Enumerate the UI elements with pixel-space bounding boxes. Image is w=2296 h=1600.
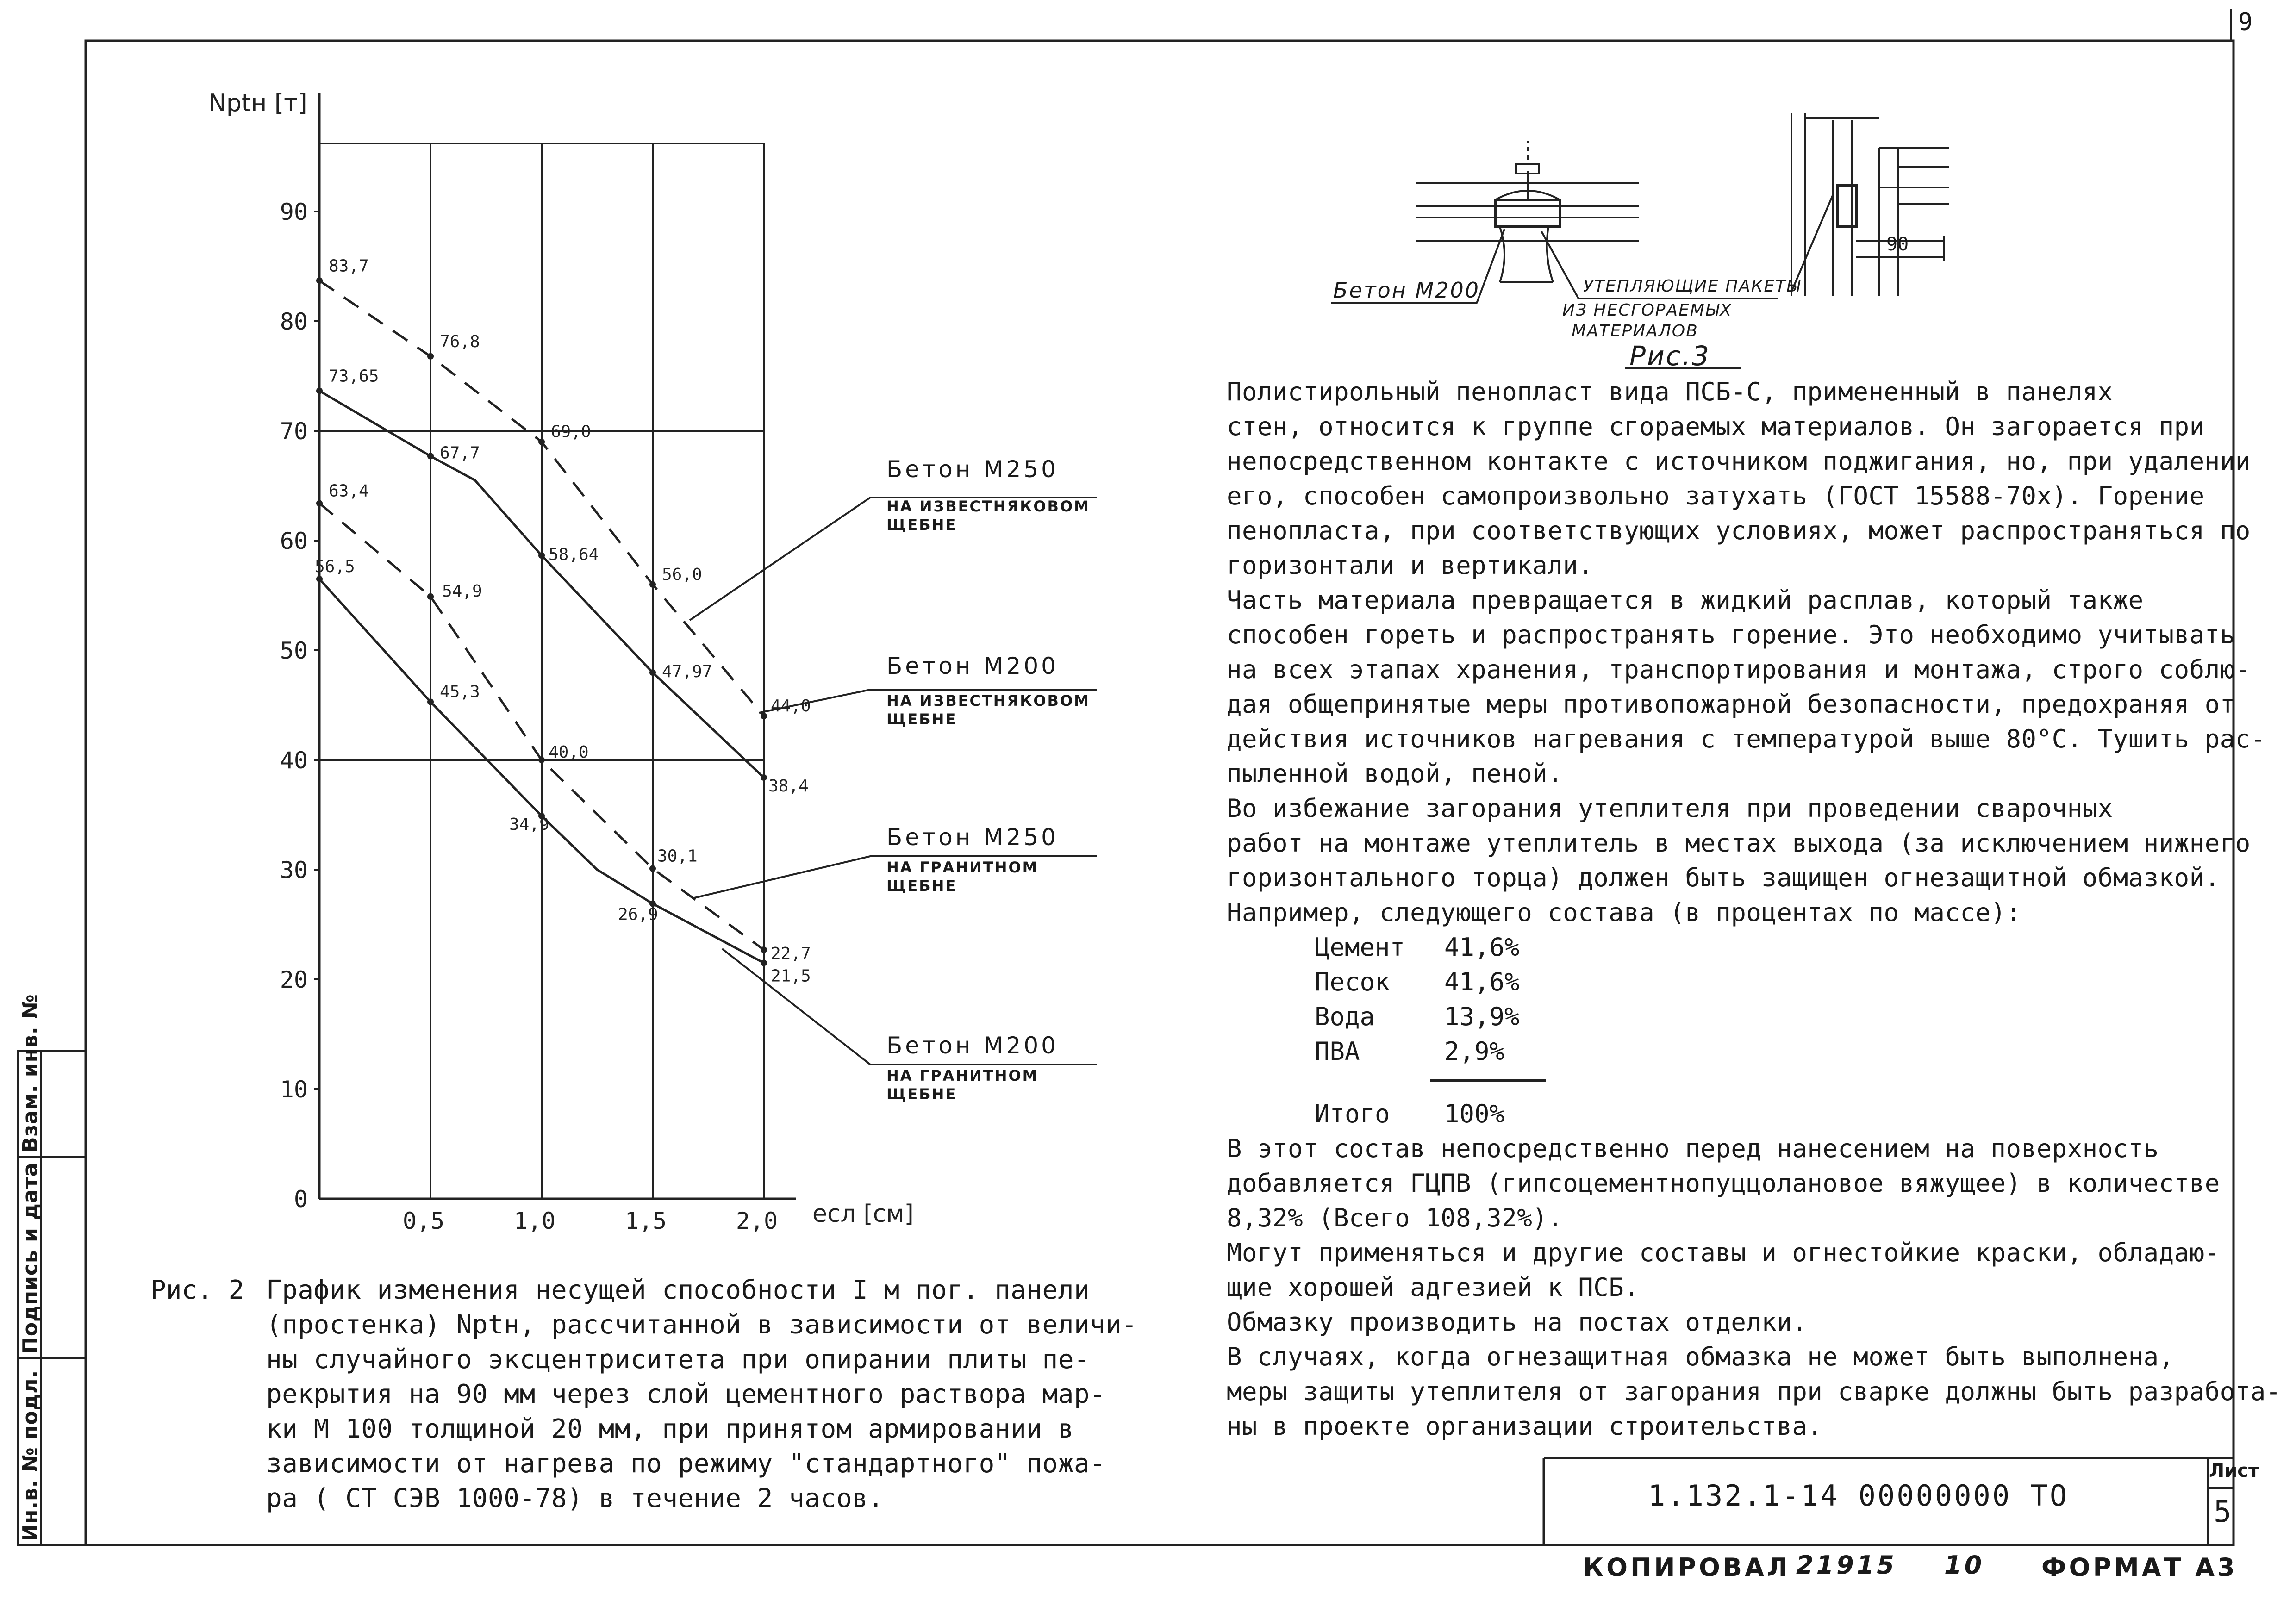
y-tick-label-10: 10 — [280, 1076, 308, 1103]
x-tick-label-3: 2,0 — [736, 1208, 778, 1234]
stamp-vzam-inv: Взам. инв. № — [19, 994, 42, 1152]
p2-line-5: действия источников нагревания с температурой выше 80°С. Тушить рас- — [1227, 724, 2266, 753]
p3-line-1: Во избежание загорания утеплителя при проведении сварочных — [1227, 794, 2113, 823]
y-tick-label-50: 50 — [280, 637, 308, 664]
fig3-insul-label-3: МАТЕРИАЛОВ — [1572, 322, 1698, 341]
x-tick-label-2: 1,5 — [624, 1208, 667, 1234]
y-tick-label-40: 40 — [280, 747, 308, 774]
fig2-label: Рис. 2 — [150, 1275, 244, 1305]
x-tick-label-0: 0,5 — [402, 1208, 445, 1234]
series-1-point-1 — [427, 453, 434, 460]
series-0-point-3 — [649, 581, 656, 588]
p3-line-4: Например, следующего состава (в процентах по массе): — [1227, 898, 2021, 927]
fig2-caption-line-2: (простенка) Nptн, рассчитанной в зависимости от величи- — [266, 1310, 1137, 1340]
p7-line-3: ны в проекте организации строительства. — [1227, 1412, 1823, 1441]
fig3-insul-label-2: ИЗ НЕСГОРАЕМЫХ — [1562, 301, 1733, 320]
series-1-point-5 — [761, 774, 767, 781]
series-3-label-1: 45,3 — [440, 682, 480, 702]
composition-name-1: Песок — [1315, 967, 1390, 996]
fig2-caption-line-7: ра ( СТ СЭВ 1000-78) в течение 2 часов. — [266, 1483, 884, 1513]
series-3-label-2: 34,9 — [509, 815, 549, 834]
series-3-point-0 — [316, 576, 323, 582]
series-1-point-4 — [649, 669, 656, 676]
fig2-caption-line-1: График изменения несущей способности I м пог. панели — [266, 1275, 1090, 1305]
series-0-label-2: 69,0 — [551, 422, 591, 442]
legend-m200-izv-title: Бетон М200 — [886, 653, 1059, 679]
composition-total-value: 100% — [1444, 1099, 1505, 1128]
legend-m200-izv-sub2: ЩЕБНЕ — [886, 710, 957, 728]
fig3-beton-label: Бетон М200 — [1333, 278, 1480, 303]
composition-value-0: 41,6% — [1444, 933, 1520, 962]
legend-m200-gran-sub2: ЩЕБНЕ — [886, 1085, 957, 1103]
y-tick-label-90: 90 — [280, 199, 308, 225]
legend-m250-gran-sub1: НА ГРАНИТНОМ — [886, 859, 1039, 876]
legend-m250-izv-sub2: ЩЕБНЕ — [886, 516, 957, 534]
composition-value-1: 41,6% — [1444, 967, 1520, 996]
series-2-point-2 — [538, 757, 545, 763]
series-0-point-0 — [316, 277, 323, 284]
p4-line-1: В этот состав непосредственно перед нанесением на поверхность — [1227, 1134, 2159, 1163]
p2-line-3: на всех этапах хранения, транспортирования и монтажа, строго соблю- — [1227, 655, 2251, 684]
fig2-caption-line-4: рекрытия на 90 мм через слой цементного раствора мар- — [266, 1379, 1106, 1409]
p5-line-1: Могут применяться и другие составы и огнестойкие краски, обладаю- — [1227, 1238, 2220, 1267]
p1-line-6: горизонтали и вертикали. — [1227, 551, 1594, 580]
y-tick-label-20: 20 — [280, 966, 308, 993]
fig3-wall-drawing — [1791, 113, 1949, 296]
legend-m200-izv-sub1: НА ИЗВЕСТНЯКОВОМ — [886, 692, 1090, 710]
stamp-podpis-data: Подпись и дата — [19, 1162, 42, 1354]
series-3-label-5: 21,5 — [771, 966, 811, 986]
x-tick-label-1: 1,0 — [513, 1208, 556, 1234]
footer-copy-sub: 10 — [1944, 1550, 1985, 1580]
sheet-list-number: 5 — [2214, 1495, 2232, 1529]
legend-m250-izv-title: Бетон М250 — [886, 456, 1059, 483]
series-2-point-0 — [316, 500, 323, 506]
series-2-label-2: 40,0 — [549, 743, 589, 762]
series-3-point-5 — [761, 959, 767, 966]
p4-line-3: 8,32% (Всего 108,32%). — [1227, 1203, 1563, 1233]
stamp-inv-podl: Ин.в. № подл. — [19, 1370, 42, 1541]
composition-name-3: ПВА — [1315, 1037, 1360, 1066]
series-2-label-1: 54,9 — [442, 581, 482, 601]
p2-line-4: дая общепринятые меры противопожарной безопасности, предохраняя от — [1227, 690, 2235, 719]
fig2-caption-line-5: ки М 100 толщиной 20 мм, при принятом армировании в — [266, 1414, 1074, 1444]
footer-copied-label: КОПИРОВАЛ — [1583, 1553, 1791, 1582]
p3-line-3: горизонтального торца) должен быть защищен огнезащитной обмазкой. — [1227, 863, 2220, 892]
series-2-label-4: 22,7 — [771, 944, 811, 964]
sheet-designation: 1.132.1-14 00000000 ТО — [1648, 1479, 2069, 1513]
p7-line-1: В случаях, когда огнезащитная обмазка не может быть выполнена, — [1227, 1342, 2174, 1371]
fig2-caption-line-6: зависимости от нагрева по режиму "стандартного" пожа- — [266, 1449, 1106, 1479]
series-0-label-1: 76,8 — [440, 332, 480, 351]
series-1-label-5: 38,4 — [768, 776, 809, 796]
series-2-point-3 — [649, 865, 656, 872]
p3-line-2: работ на монтаже утеплитель в местах выхода (за исключением нижнего — [1227, 828, 2251, 858]
series-0-point-4 — [761, 713, 767, 719]
fig3-insul-label-1: УТЕПЛЯЮЩИЕ ПАКЕТЫ — [1583, 277, 1801, 296]
composition-total-name: Итого — [1315, 1099, 1390, 1128]
series-3-point-1 — [427, 698, 434, 705]
p7-line-2: меры защиты утеплителя от загорания при сварке должны быть разработа- — [1227, 1377, 2281, 1406]
legend-m250-izv-sub1: НА ИЗВЕСТНЯКОВОМ — [886, 498, 1090, 515]
series-1-point-0 — [316, 387, 323, 394]
footer-format-label: ФОРМАТ А3 — [2041, 1553, 2238, 1582]
p1-line-2: стен, относится к группе сгораемых материалов. Он загорается при — [1227, 412, 2205, 441]
p2-line-1: Часть материала превращается в жидкий расплав, который также — [1227, 585, 2144, 615]
series-2-point-4 — [761, 946, 767, 953]
series-2-point-1 — [427, 593, 434, 600]
composition-name-0: Цемент — [1315, 933, 1405, 962]
x-axis-label: eсл [см] — [812, 1200, 914, 1228]
legend-m250-gran-sub2: ЩЕБНЕ — [886, 877, 957, 895]
series-3-label-4: 26,9 — [618, 905, 658, 924]
fig3-joint-drawing — [1416, 141, 1639, 282]
p4-line-2: добавляется ГЦПВ (гипсоцементнопуццолановое вяжущее) в количестве — [1227, 1169, 2220, 1198]
y-tick-label-70: 70 — [280, 418, 308, 445]
p1-line-1: Полистирольный пенопласт вида ПСБ-С, примененный в панелях — [1227, 377, 2113, 406]
y-tick-label-0: 0 — [293, 1186, 308, 1213]
series-1-point-3 — [538, 552, 545, 559]
footer-copy-number: 21915 — [1796, 1550, 1897, 1580]
p1-line-4: его, способен самопроизвольно затухать (ГОСТ 15588-70х). Горение — [1227, 481, 2205, 511]
series-1-label-1: 67,7 — [440, 443, 480, 463]
series-0-point-2 — [538, 439, 545, 445]
y-axis-label: Nptн [т] — [208, 89, 307, 117]
p6-line-1: Обмазку производить на постах отделки. — [1227, 1307, 1808, 1337]
page-number: 9 — [2238, 8, 2253, 36]
series-1-label-3: 58,64 — [549, 545, 599, 565]
series-0-label-3: 56,0 — [662, 565, 702, 584]
series-3-label-0: 56,5 — [315, 557, 355, 576]
series-0-label-0: 83,7 — [329, 256, 369, 276]
series-0-label-4: 44,0 — [771, 697, 811, 716]
composition-value-2: 13,9% — [1444, 1002, 1520, 1031]
p2-line-6: пыленной водой, пеной. — [1227, 759, 1563, 788]
series-1-label-0: 73,65 — [329, 367, 379, 386]
composition-value-3: 2,9% — [1444, 1037, 1505, 1066]
legend-m200-gran-sub1: НА ГРАНИТНОМ — [886, 1067, 1039, 1084]
series-2-label-3: 30,1 — [657, 847, 698, 866]
legend-m250-gran-title: Бетон М250 — [886, 824, 1059, 851]
sheet-list-label: Лист — [2209, 1460, 2259, 1482]
series-2-label-0: 63,4 — [329, 481, 369, 501]
p1-line-3: непосредственном контакте с источником поджигания, но, при удалении — [1227, 447, 2251, 476]
fig3-label: Рис.3 — [1629, 340, 1710, 372]
fig2-caption-line-3: ны случайного эксцентриситета при опирании плиты пе- — [266, 1345, 1090, 1375]
legend-m200-gran-title: Бетон М200 — [886, 1032, 1059, 1059]
y-tick-label-60: 60 — [280, 528, 308, 554]
y-tick-label-80: 80 — [280, 308, 308, 335]
p2-line-2: способен гореть и распространять горение. Это необходимо учитывать — [1227, 620, 2235, 649]
y-tick-label-30: 30 — [280, 857, 308, 884]
p5-line-2: щие хорошей адгезией к ПСБ. — [1227, 1273, 1640, 1302]
fig3-dimension: 90 — [1886, 234, 1909, 255]
series-1-label-4: 47,97 — [662, 662, 712, 682]
composition-name-2: Вода — [1315, 1002, 1375, 1031]
p1-line-5: пенопласта, при соответствующих условиях, может распространяться по — [1227, 516, 2251, 545]
series-0-point-1 — [427, 353, 434, 360]
